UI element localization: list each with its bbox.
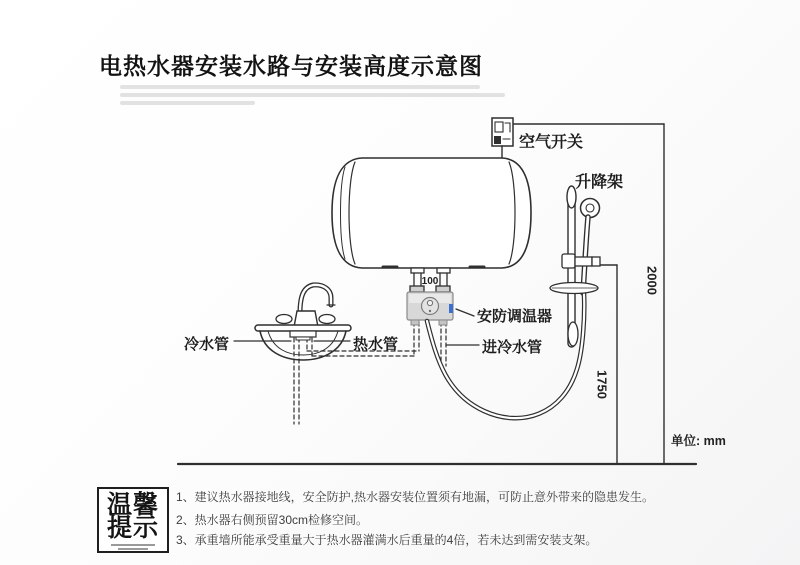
page-title: 电热水器安装水路与安装高度示意图 xyxy=(99,53,483,79)
cold-pipe-label: 冷水管 xyxy=(184,336,230,353)
shower-head xyxy=(581,199,600,218)
dim-100: 100 xyxy=(421,276,439,287)
lift-rail-label: 升降架 xyxy=(575,174,624,191)
cold-water-pipe-dashed xyxy=(294,338,299,424)
tip-item-1: 1、建议热水器接地线，安全防护,热水器安装位置须有地漏，可防止意外带来的隐患发生。 xyxy=(176,490,655,504)
water-heater-tank xyxy=(332,158,531,268)
air-switch-label: 空气开关 xyxy=(519,134,584,151)
sink xyxy=(255,285,351,360)
faucet-handle-right xyxy=(319,315,335,324)
warm-tips-fineprint xyxy=(111,544,155,550)
air-switch-icon xyxy=(492,118,513,146)
hot-pipe-label: 热水管 xyxy=(353,336,399,353)
warm-tips-badge xyxy=(97,487,169,553)
thermostat-valve xyxy=(407,292,453,325)
sink-rim xyxy=(255,325,351,331)
tip-item-2: 2、热水器右侧预留30cm检修空间。 xyxy=(176,513,369,527)
dim-1750: 1750 xyxy=(594,370,610,399)
rail-bottom-finial xyxy=(568,322,578,346)
tip-item-3: 3、承重墙所能承受重量大于热水器灌满水后重量的4倍，若未达到需安装支架。 xyxy=(176,533,598,547)
thermostat-leader xyxy=(456,309,474,316)
thermostat-blue-mark xyxy=(449,304,453,313)
cold-inlet-label: 进冷水管 xyxy=(482,339,543,356)
rail-bracket xyxy=(562,254,575,268)
faucet-handle-left xyxy=(276,315,292,324)
warm-tips-text-2: 提示 xyxy=(106,514,159,542)
cold-inlet-pipe-dashed xyxy=(441,322,446,366)
shower-lift-rail xyxy=(562,186,600,347)
unit-note: 单位: mm xyxy=(671,434,726,448)
sink-drain xyxy=(290,331,316,337)
thermostat-label: 安防调温器 xyxy=(477,308,553,325)
warm-tips-text-1: 温馨 xyxy=(106,491,159,519)
dim-2000: 2000 xyxy=(644,266,660,295)
